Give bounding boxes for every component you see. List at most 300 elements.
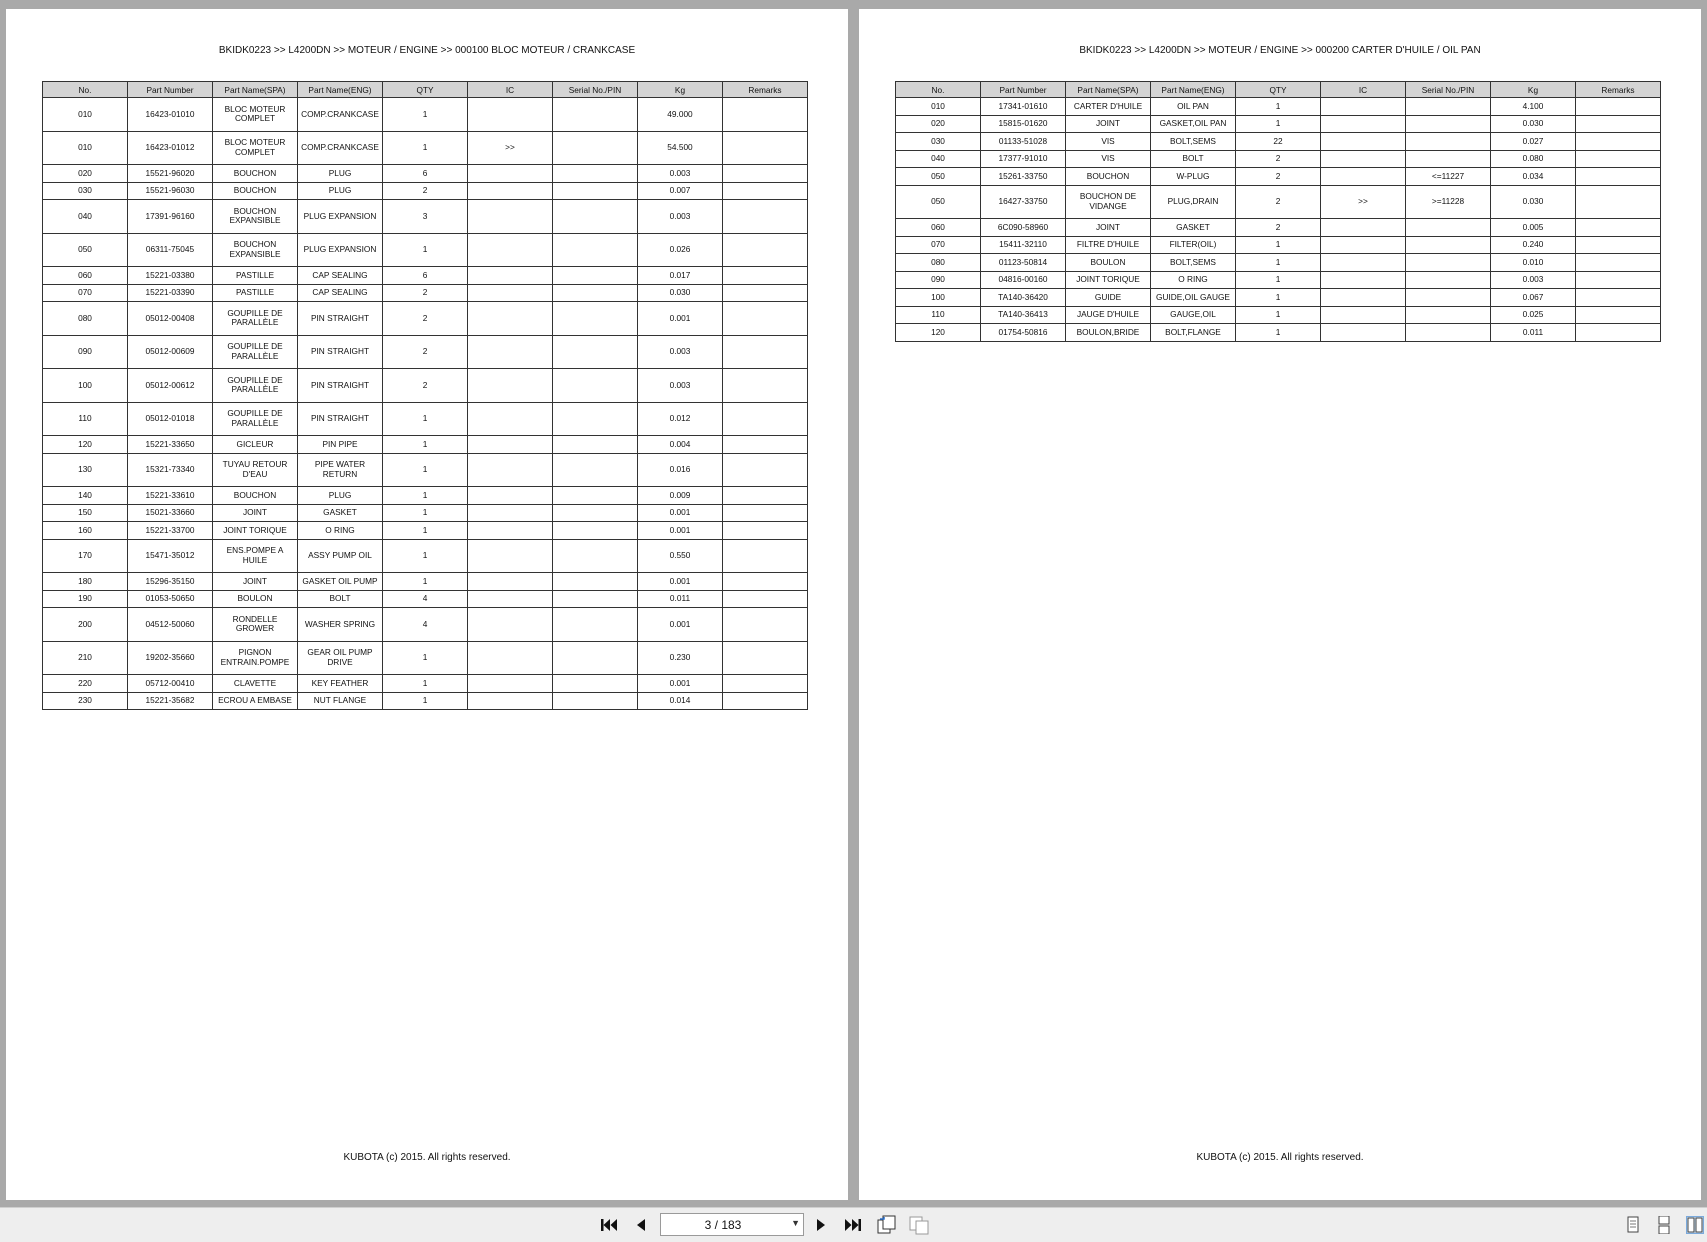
table-cell: 1: [383, 522, 468, 540]
previous-page-button[interactable]: [628, 1214, 654, 1236]
table-cell: 0.030: [1491, 185, 1576, 219]
table-cell: 090: [896, 271, 981, 289]
table-cell: VIS: [1066, 150, 1151, 168]
table-cell: [468, 608, 553, 642]
table-cell: [468, 335, 553, 369]
table-cell: PLUG,DRAIN: [1151, 185, 1236, 219]
table-cell: 0.005: [1491, 219, 1576, 237]
table-row: [43, 233, 808, 267]
table-row: [43, 335, 808, 369]
table-cell: BOLT,SEMS: [1151, 254, 1236, 272]
table-cell: 030: [896, 133, 981, 151]
table-row: [896, 306, 1661, 324]
table-cell: [553, 692, 638, 710]
table-cell: 17341-01610: [981, 98, 1066, 116]
table-cell: 020: [43, 165, 128, 183]
table-cell: 2: [383, 284, 468, 302]
table-cell: PIN STRAIGHT: [298, 302, 383, 336]
table-cell: [553, 335, 638, 369]
table-cell: 0.011: [638, 590, 723, 608]
table-cell: [1406, 219, 1491, 237]
first-page-button[interactable]: [596, 1214, 622, 1236]
table-cell: 060: [43, 267, 128, 285]
column-header: Part Name(SPA): [1066, 82, 1151, 98]
table-cell: PIN STRAIGHT: [298, 402, 383, 436]
table-cell: 040: [896, 150, 981, 168]
table-cell: BOUCHON EXPANSIBLE: [213, 233, 298, 267]
table-cell: [1406, 133, 1491, 151]
table-cell: RONDELLE GROWER: [213, 608, 298, 642]
table-cell: 1: [1236, 254, 1321, 272]
column-header: Serial No./PIN: [1406, 82, 1491, 98]
table-cell: [723, 675, 808, 693]
table-row: [43, 539, 808, 573]
table-row: [896, 98, 1661, 116]
table-cell: [723, 487, 808, 505]
table-cell: [468, 590, 553, 608]
table-cell: [468, 641, 553, 675]
table-cell: BOLT: [1151, 150, 1236, 168]
table-cell: [553, 402, 638, 436]
table-cell: [1321, 289, 1406, 307]
table-row: [43, 182, 808, 200]
page-compare-icon: [908, 1215, 930, 1235]
table-cell: 06311-75045: [128, 233, 213, 267]
table-cell: 15261-33750: [981, 168, 1066, 186]
table-cell: [723, 284, 808, 302]
table-cell: [468, 182, 553, 200]
table-row: [43, 402, 808, 436]
column-header: No.: [896, 82, 981, 98]
sync-view-button[interactable]: [873, 1214, 899, 1236]
table-cell: [468, 200, 553, 234]
table-row: [43, 573, 808, 591]
table-cell: [553, 267, 638, 285]
table-cell: 0.001: [638, 302, 723, 336]
table-cell: 2: [383, 335, 468, 369]
table-cell: 220: [43, 675, 128, 693]
table-cell: 15221-33700: [128, 522, 213, 540]
column-header: IC: [1321, 82, 1406, 98]
table-cell: [468, 675, 553, 693]
table-cell: KEY FEATHER: [298, 675, 383, 693]
table-cell: [1576, 306, 1661, 324]
table-row: [896, 236, 1661, 254]
table-cell: 0.007: [638, 182, 723, 200]
table-header-row: [896, 82, 1661, 98]
table-cell: [1406, 115, 1491, 133]
table-cell: PIN PIPE: [298, 436, 383, 454]
table-cell: 0.003: [638, 335, 723, 369]
table-cell: [468, 402, 553, 436]
table-cell: 2: [383, 302, 468, 336]
table-cell: 0.003: [1491, 271, 1576, 289]
table-cell: 2: [1236, 185, 1321, 219]
table-cell: BOLT: [298, 590, 383, 608]
table-cell: 0.230: [638, 641, 723, 675]
table-row: [43, 131, 808, 165]
table-cell: [468, 573, 553, 591]
column-header: Kg: [1491, 82, 1576, 98]
table-cell: [468, 165, 553, 183]
table-cell: 4: [383, 608, 468, 642]
table-cell: [723, 369, 808, 403]
table-cell: [1321, 219, 1406, 237]
table-cell: BLOC MOTEUR COMPLET: [213, 131, 298, 165]
table-cell: 050: [43, 233, 128, 267]
table-row: [896, 271, 1661, 289]
table-row: [43, 675, 808, 693]
next-page-button[interactable]: [808, 1214, 834, 1236]
table-cell: 100: [43, 369, 128, 403]
table-cell: BOUCHON: [1066, 168, 1151, 186]
table-row: [896, 115, 1661, 133]
table-cell: [1321, 306, 1406, 324]
table-cell: 6: [383, 165, 468, 183]
continuous-page-icon: [1655, 1216, 1673, 1234]
table-cell: 120: [896, 324, 981, 342]
single-page-view-button[interactable]: [1624, 1216, 1642, 1234]
table-cell: 110: [43, 402, 128, 436]
column-header: Kg: [638, 82, 723, 98]
table-cell: 110: [896, 306, 981, 324]
table-cell: 17391-96160: [128, 200, 213, 234]
compare-view-button[interactable]: [906, 1214, 932, 1236]
table-cell: 230: [43, 692, 128, 710]
table-cell: PIGNON ENTRAIN.POMPE: [213, 641, 298, 675]
table-row: [43, 369, 808, 403]
column-header: Part Name(ENG): [298, 82, 383, 98]
table-cell: [553, 436, 638, 454]
table-cell: BOLT,SEMS: [1151, 133, 1236, 151]
table-cell: [553, 573, 638, 591]
table-cell: [723, 608, 808, 642]
table-cell: [723, 131, 808, 165]
table-cell: 15221-03380: [128, 267, 213, 285]
table-cell: 0.034: [1491, 168, 1576, 186]
table-cell: 6: [383, 267, 468, 285]
table-cell: 05012-00612: [128, 369, 213, 403]
table-cell: ENS.POMPE A HUILE: [213, 539, 298, 573]
table-cell: 0.001: [638, 573, 723, 591]
viewer-toolbar: [0, 1207, 1707, 1242]
table-cell: BOUCHON: [213, 487, 298, 505]
table-cell: 54.500: [638, 131, 723, 165]
table-cell: 2: [383, 182, 468, 200]
table-cell: [1576, 254, 1661, 272]
table-cell: CLAVETTE: [213, 675, 298, 693]
table-cell: 030: [43, 182, 128, 200]
table-cell: [1576, 324, 1661, 342]
table-cell: [553, 522, 638, 540]
last-page-button[interactable]: [840, 1214, 866, 1236]
table-cell: GUIDE: [1066, 289, 1151, 307]
table-cell: 0.001: [638, 504, 723, 522]
table-cell: 4.100: [1491, 98, 1576, 116]
table-cell: [468, 504, 553, 522]
continuous-page-view-button[interactable]: [1655, 1216, 1673, 1234]
table-cell: 01133-51028: [981, 133, 1066, 151]
table-cell: 0.550: [638, 539, 723, 573]
table-cell: 070: [896, 236, 981, 254]
table-cell: 2: [383, 369, 468, 403]
table-cell: [1576, 168, 1661, 186]
chevron-down-icon[interactable]: ▼: [791, 1218, 800, 1228]
table-cell: 0.012: [638, 402, 723, 436]
table-cell: 120: [43, 436, 128, 454]
table-cell: [723, 233, 808, 267]
table-cell: [1321, 133, 1406, 151]
table-cell: [553, 233, 638, 267]
table-cell: [1321, 236, 1406, 254]
table-cell: BOULON: [1066, 254, 1151, 272]
table-cell: FILTRE D'HUILE: [1066, 236, 1151, 254]
table-cell: 1: [383, 692, 468, 710]
parts-table: [895, 81, 1661, 342]
table-cell: [723, 692, 808, 710]
table-cell: 0.001: [638, 675, 723, 693]
table-cell: CARTER D'HUILE: [1066, 98, 1151, 116]
table-cell: JOINT TORIQUE: [213, 522, 298, 540]
table-cell: FILTER(OIL): [1151, 236, 1236, 254]
table-cell: JOINT: [213, 573, 298, 591]
table-cell: 0.001: [638, 522, 723, 540]
table-cell: [1576, 133, 1661, 151]
table-cell: 130: [43, 453, 128, 487]
table-row: [896, 324, 1661, 342]
table-cell: 1: [1236, 236, 1321, 254]
table-cell: 010: [43, 98, 128, 132]
table-row: [43, 302, 808, 336]
table-cell: 0.003: [638, 200, 723, 234]
table-cell: PLUG: [298, 165, 383, 183]
table-cell: [1406, 150, 1491, 168]
table-cell: O RING: [298, 522, 383, 540]
table-cell: [1321, 168, 1406, 186]
table-cell: 15221-35682: [128, 692, 213, 710]
table-cell: [723, 453, 808, 487]
table-cell: PIN STRAIGHT: [298, 369, 383, 403]
table-cell: 15521-96030: [128, 182, 213, 200]
table-cell: [468, 267, 553, 285]
column-header: Remarks: [723, 82, 808, 98]
last-page-icon: [844, 1217, 862, 1233]
table-cell: 01754-50816: [981, 324, 1066, 342]
table-cell: 15221-03390: [128, 284, 213, 302]
table-cell: [468, 436, 553, 454]
table-row: [43, 284, 808, 302]
table-cell: [1576, 185, 1661, 219]
table-cell: 0.004: [638, 436, 723, 454]
table-cell: 010: [896, 98, 981, 116]
table-cell: 1: [383, 98, 468, 132]
table-cell: 15521-96020: [128, 165, 213, 183]
page-indicator: 3 / 183: [704, 1218, 742, 1232]
table-cell: BOUCHON: [213, 182, 298, 200]
table-cell: 0.026: [638, 233, 723, 267]
table-cell: 0.011: [1491, 324, 1576, 342]
table-cell: 080: [896, 254, 981, 272]
table-cell: [723, 641, 808, 675]
table-cell: BOULON,BRIDE: [1066, 324, 1151, 342]
table-cell: 1: [383, 641, 468, 675]
table-cell: [723, 165, 808, 183]
table-cell: JOINT: [1066, 115, 1151, 133]
table-cell: PIN STRAIGHT: [298, 335, 383, 369]
table-cell: 15411-32110: [981, 236, 1066, 254]
table-cell: [468, 98, 553, 132]
table-cell: [723, 522, 808, 540]
table-cell: 190: [43, 590, 128, 608]
table-cell: 050: [896, 185, 981, 219]
table-cell: 1: [383, 487, 468, 505]
table-cell: 0.030: [1491, 115, 1576, 133]
table-cell: [723, 436, 808, 454]
table-cell: [1576, 289, 1661, 307]
table-cell: NUT FLANGE: [298, 692, 383, 710]
table-cell: [723, 539, 808, 573]
table-cell: 16423-01012: [128, 131, 213, 165]
table-cell: >=11228: [1406, 185, 1491, 219]
table-cell: 01123-50814: [981, 254, 1066, 272]
table-cell: [553, 284, 638, 302]
table-cell: [553, 131, 638, 165]
table-cell: 6C090-58960: [981, 219, 1066, 237]
table-cell: 1: [1236, 306, 1321, 324]
table-cell: [1576, 271, 1661, 289]
table-cell: O RING: [1151, 271, 1236, 289]
table-cell: 020: [896, 115, 981, 133]
table-cell: 3: [383, 200, 468, 234]
page-number-input[interactable]: [660, 1213, 804, 1236]
column-header: Remarks: [1576, 82, 1661, 98]
table-cell: PIPE WATER RETURN: [298, 453, 383, 487]
column-header: Part Number: [981, 82, 1066, 98]
table-cell: 2: [1236, 150, 1321, 168]
first-page-icon: [600, 1217, 618, 1233]
table-header-row: [43, 82, 808, 98]
table-cell: 150: [43, 504, 128, 522]
table-cell: [468, 302, 553, 336]
table-cell: [1321, 271, 1406, 289]
table-cell: 17377-91010: [981, 150, 1066, 168]
table-cell: [553, 453, 638, 487]
table-cell: [723, 335, 808, 369]
table-cell: 080: [43, 302, 128, 336]
table-cell: GASKET: [298, 504, 383, 522]
table-cell: [723, 590, 808, 608]
table-cell: [723, 200, 808, 234]
table-cell: BLOC MOTEUR COMPLET: [213, 98, 298, 132]
table-cell: [468, 522, 553, 540]
table-cell: 0.017: [638, 267, 723, 285]
table-cell: PLUG EXPANSION: [298, 200, 383, 234]
table-cell: COMP.CRANKCASE: [298, 131, 383, 165]
table-cell: [468, 692, 553, 710]
table-cell: [553, 641, 638, 675]
table-cell: GASKET,OIL PAN: [1151, 115, 1236, 133]
table-cell: 200: [43, 608, 128, 642]
table-row: [43, 504, 808, 522]
table-cell: [1321, 324, 1406, 342]
table-cell: 1: [1236, 271, 1321, 289]
table-row: [43, 641, 808, 675]
table-cell: 15321-73340: [128, 453, 213, 487]
single-page-icon: [1624, 1216, 1642, 1234]
table-row: [43, 436, 808, 454]
table-cell: [723, 504, 808, 522]
table-cell: 0.240: [1491, 236, 1576, 254]
table-cell: [553, 608, 638, 642]
table-cell: 2: [1236, 219, 1321, 237]
table-cell: 19202-35660: [128, 641, 213, 675]
page-header: BKIDK0223 >> L4200DN >> MOTEUR / ENGINE >> 000200 CARTER D'HUILE / OIL PAN: [1079, 45, 1481, 56]
table-cell: >>: [468, 131, 553, 165]
table-cell: 050: [896, 168, 981, 186]
table-cell: GASKET: [1151, 219, 1236, 237]
table-cell: 1: [383, 436, 468, 454]
table-cell: [1406, 306, 1491, 324]
table-cell: 0.067: [1491, 289, 1576, 307]
table-row: [43, 692, 808, 710]
table-cell: TA140-36413: [981, 306, 1066, 324]
table-cell: 49.000: [638, 98, 723, 132]
table-cell: 15221-33650: [128, 436, 213, 454]
table-cell: [723, 98, 808, 132]
table-cell: CAP SEALING: [298, 267, 383, 285]
table-cell: 05012-00408: [128, 302, 213, 336]
table-cell: 0.027: [1491, 133, 1576, 151]
table-cell: [723, 182, 808, 200]
table-cell: [723, 267, 808, 285]
table-cell: 15471-35012: [128, 539, 213, 573]
column-header: Part Number: [128, 82, 213, 98]
table-cell: GASKET OIL PUMP: [298, 573, 383, 591]
table-cell: [553, 590, 638, 608]
table-cell: 1: [383, 504, 468, 522]
table-cell: 160: [43, 522, 128, 540]
table-cell: [1406, 236, 1491, 254]
table-cell: VIS: [1066, 133, 1151, 151]
document-page-right: [859, 9, 1701, 1200]
table-cell: [1406, 98, 1491, 116]
table-cell: W-PLUG: [1151, 168, 1236, 186]
table-cell: [1576, 219, 1661, 237]
table-cell: [1406, 254, 1491, 272]
table-cell: 15815-01620: [981, 115, 1066, 133]
table-row: [43, 267, 808, 285]
table-cell: [468, 284, 553, 302]
next-page-icon: [814, 1217, 828, 1233]
table-cell: 2: [1236, 168, 1321, 186]
table-row: [43, 608, 808, 642]
table-cell: 1: [1236, 98, 1321, 116]
table-cell: 05012-01018: [128, 402, 213, 436]
table-cell: [1576, 150, 1661, 168]
table-cell: 1: [383, 453, 468, 487]
table-cell: [723, 573, 808, 591]
table-cell: 04512-50060: [128, 608, 213, 642]
table-cell: 1: [1236, 289, 1321, 307]
table-cell: [723, 302, 808, 336]
table-row: [43, 453, 808, 487]
two-page-view-button[interactable]: [1686, 1216, 1704, 1234]
table-cell: 15221-33610: [128, 487, 213, 505]
two-page-icon: [1687, 1217, 1703, 1233]
table-cell: JOINT: [1066, 219, 1151, 237]
table-cell: JAUGE D'HUILE: [1066, 306, 1151, 324]
table-row: [43, 165, 808, 183]
